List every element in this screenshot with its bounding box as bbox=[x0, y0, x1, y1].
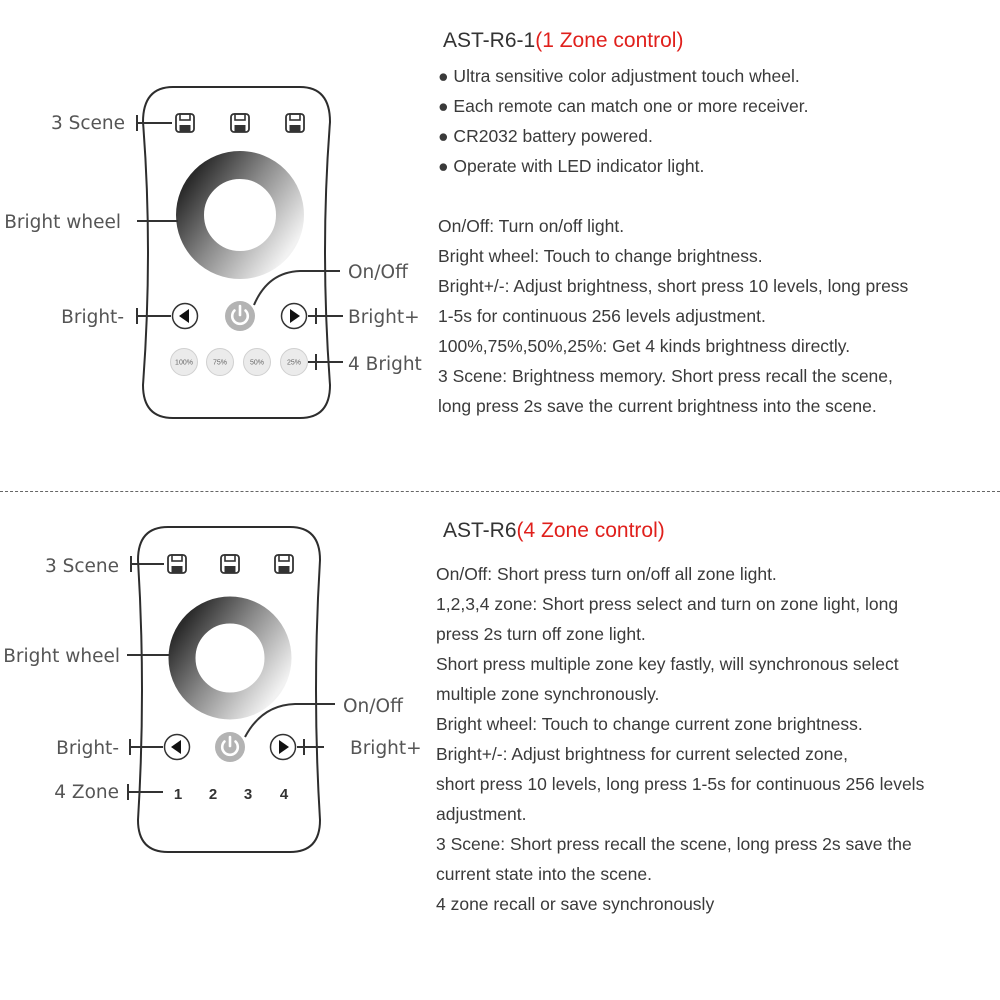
zone-2-button[interactable]: 2 bbox=[208, 786, 218, 803]
bright-plus-label: Bright+ bbox=[350, 738, 422, 759]
r6-1-line: long press 2s save the current brightness into the scene. bbox=[438, 396, 877, 416]
power-icon[interactable] bbox=[225, 301, 255, 331]
right-arrow-icon[interactable] bbox=[282, 304, 307, 329]
r6-line: adjustment. bbox=[436, 804, 527, 824]
r6-line: press 2s turn off zone light. bbox=[436, 624, 646, 644]
r6-zone-type: (4 Zone control) bbox=[516, 519, 665, 542]
four-zone-label: 4 Zone bbox=[54, 782, 119, 803]
r6-model: AST-R6 bbox=[443, 519, 517, 542]
r6-1-line: 3 Scene: Brightness memory. Short press recall the scene, bbox=[438, 366, 893, 386]
r6-line: Short press multiple zone key fastly, will synchronous select bbox=[436, 654, 899, 674]
scene-label: 3 Scene bbox=[50, 113, 125, 134]
left-arrow-icon[interactable] bbox=[165, 735, 190, 760]
bright-plus-label: Bright+ bbox=[348, 307, 420, 328]
brightness-wheel[interactable] bbox=[182, 610, 278, 706]
brightness-100-button[interactable] bbox=[171, 349, 198, 376]
scene-label: 3 Scene bbox=[44, 556, 119, 577]
zone-4-button[interactable]: 4 bbox=[279, 786, 289, 803]
r6-line: 3 Scene: Short press recall the scene, long press 2s save the bbox=[436, 834, 912, 854]
brightness-wheel[interactable] bbox=[190, 165, 290, 265]
zone-3-button[interactable]: 3 bbox=[243, 786, 253, 803]
r6-1-line: 100%,75%,50%,25%: Get 4 kinds brightness directly. bbox=[438, 336, 851, 356]
r6-1-bullet: ● Operate with LED indicator light. bbox=[438, 156, 705, 176]
r6-1-bullet: ● Each remote can match one or more receiver. bbox=[438, 96, 809, 116]
bright-minus-label: Bright- bbox=[61, 307, 124, 328]
power-icon[interactable] bbox=[215, 732, 245, 762]
r6-1-bullet: ● CR2032 battery powered. bbox=[438, 126, 653, 146]
r6-line: current state into the scene. bbox=[436, 864, 652, 884]
r6-line: short press 10 levels, long press 1-5s for continuous 256 levels bbox=[436, 774, 925, 794]
brightness-100-label: 100% bbox=[175, 359, 193, 367]
r6-1-bullet: ● Ultra sensitive color adjustment touch wheel. bbox=[438, 66, 800, 86]
r6-1-line: Bright+/-: Adjust brightness, short press 10 levels, long press bbox=[438, 276, 909, 296]
bright-minus-label: Bright- bbox=[56, 738, 119, 759]
r6-1-line: 1-5s for continuous 256 levels adjustment. bbox=[438, 306, 766, 326]
brightness-25-label: 25% bbox=[286, 359, 302, 367]
on-off-label: On/Off bbox=[348, 262, 408, 283]
on-off-label: On/Off bbox=[343, 696, 403, 717]
r6-1-line: Bright wheel: Touch to change brightness. bbox=[438, 246, 763, 266]
bright-wheel-label: Bright wheel bbox=[3, 646, 120, 667]
r6-line: multiple zone synchronously. bbox=[436, 684, 660, 704]
r6-1-line: On/Off: Turn on/off light. bbox=[438, 216, 625, 236]
r6-remote bbox=[3, 527, 421, 852]
r6-1-remote bbox=[4, 87, 422, 418]
zone-1-button[interactable]: 1 bbox=[173, 786, 183, 803]
brightness-50-label: 50% bbox=[249, 359, 265, 367]
r6-line: Bright+/-: Adjust brightness for current selected zone, bbox=[436, 744, 848, 764]
brightness-25-button[interactable] bbox=[281, 349, 308, 376]
r6-line: On/Off: Short press turn on/off all zone light. bbox=[436, 564, 777, 584]
brightness-50-button[interactable] bbox=[244, 349, 271, 376]
r6-line: 1,2,3,4 zone: Short press select and turn on zone light, long bbox=[436, 594, 899, 614]
brightness-75-label: 75% bbox=[212, 359, 228, 367]
r6-1-zone-type: (1 Zone control) bbox=[535, 29, 684, 52]
right-arrow-icon[interactable] bbox=[271, 735, 296, 760]
r6-line: 4 zone recall or save synchronously bbox=[436, 894, 715, 914]
four-bright-label: 4 Bright bbox=[348, 354, 422, 375]
brightness-75-button[interactable] bbox=[207, 349, 234, 376]
r6-line: Bright wheel: Touch to change current zone brightness. bbox=[436, 714, 863, 734]
r6-1-model: AST-R6-1 bbox=[443, 29, 536, 52]
left-arrow-icon[interactable] bbox=[173, 304, 198, 329]
bright-wheel-label: Bright wheel bbox=[4, 212, 121, 233]
